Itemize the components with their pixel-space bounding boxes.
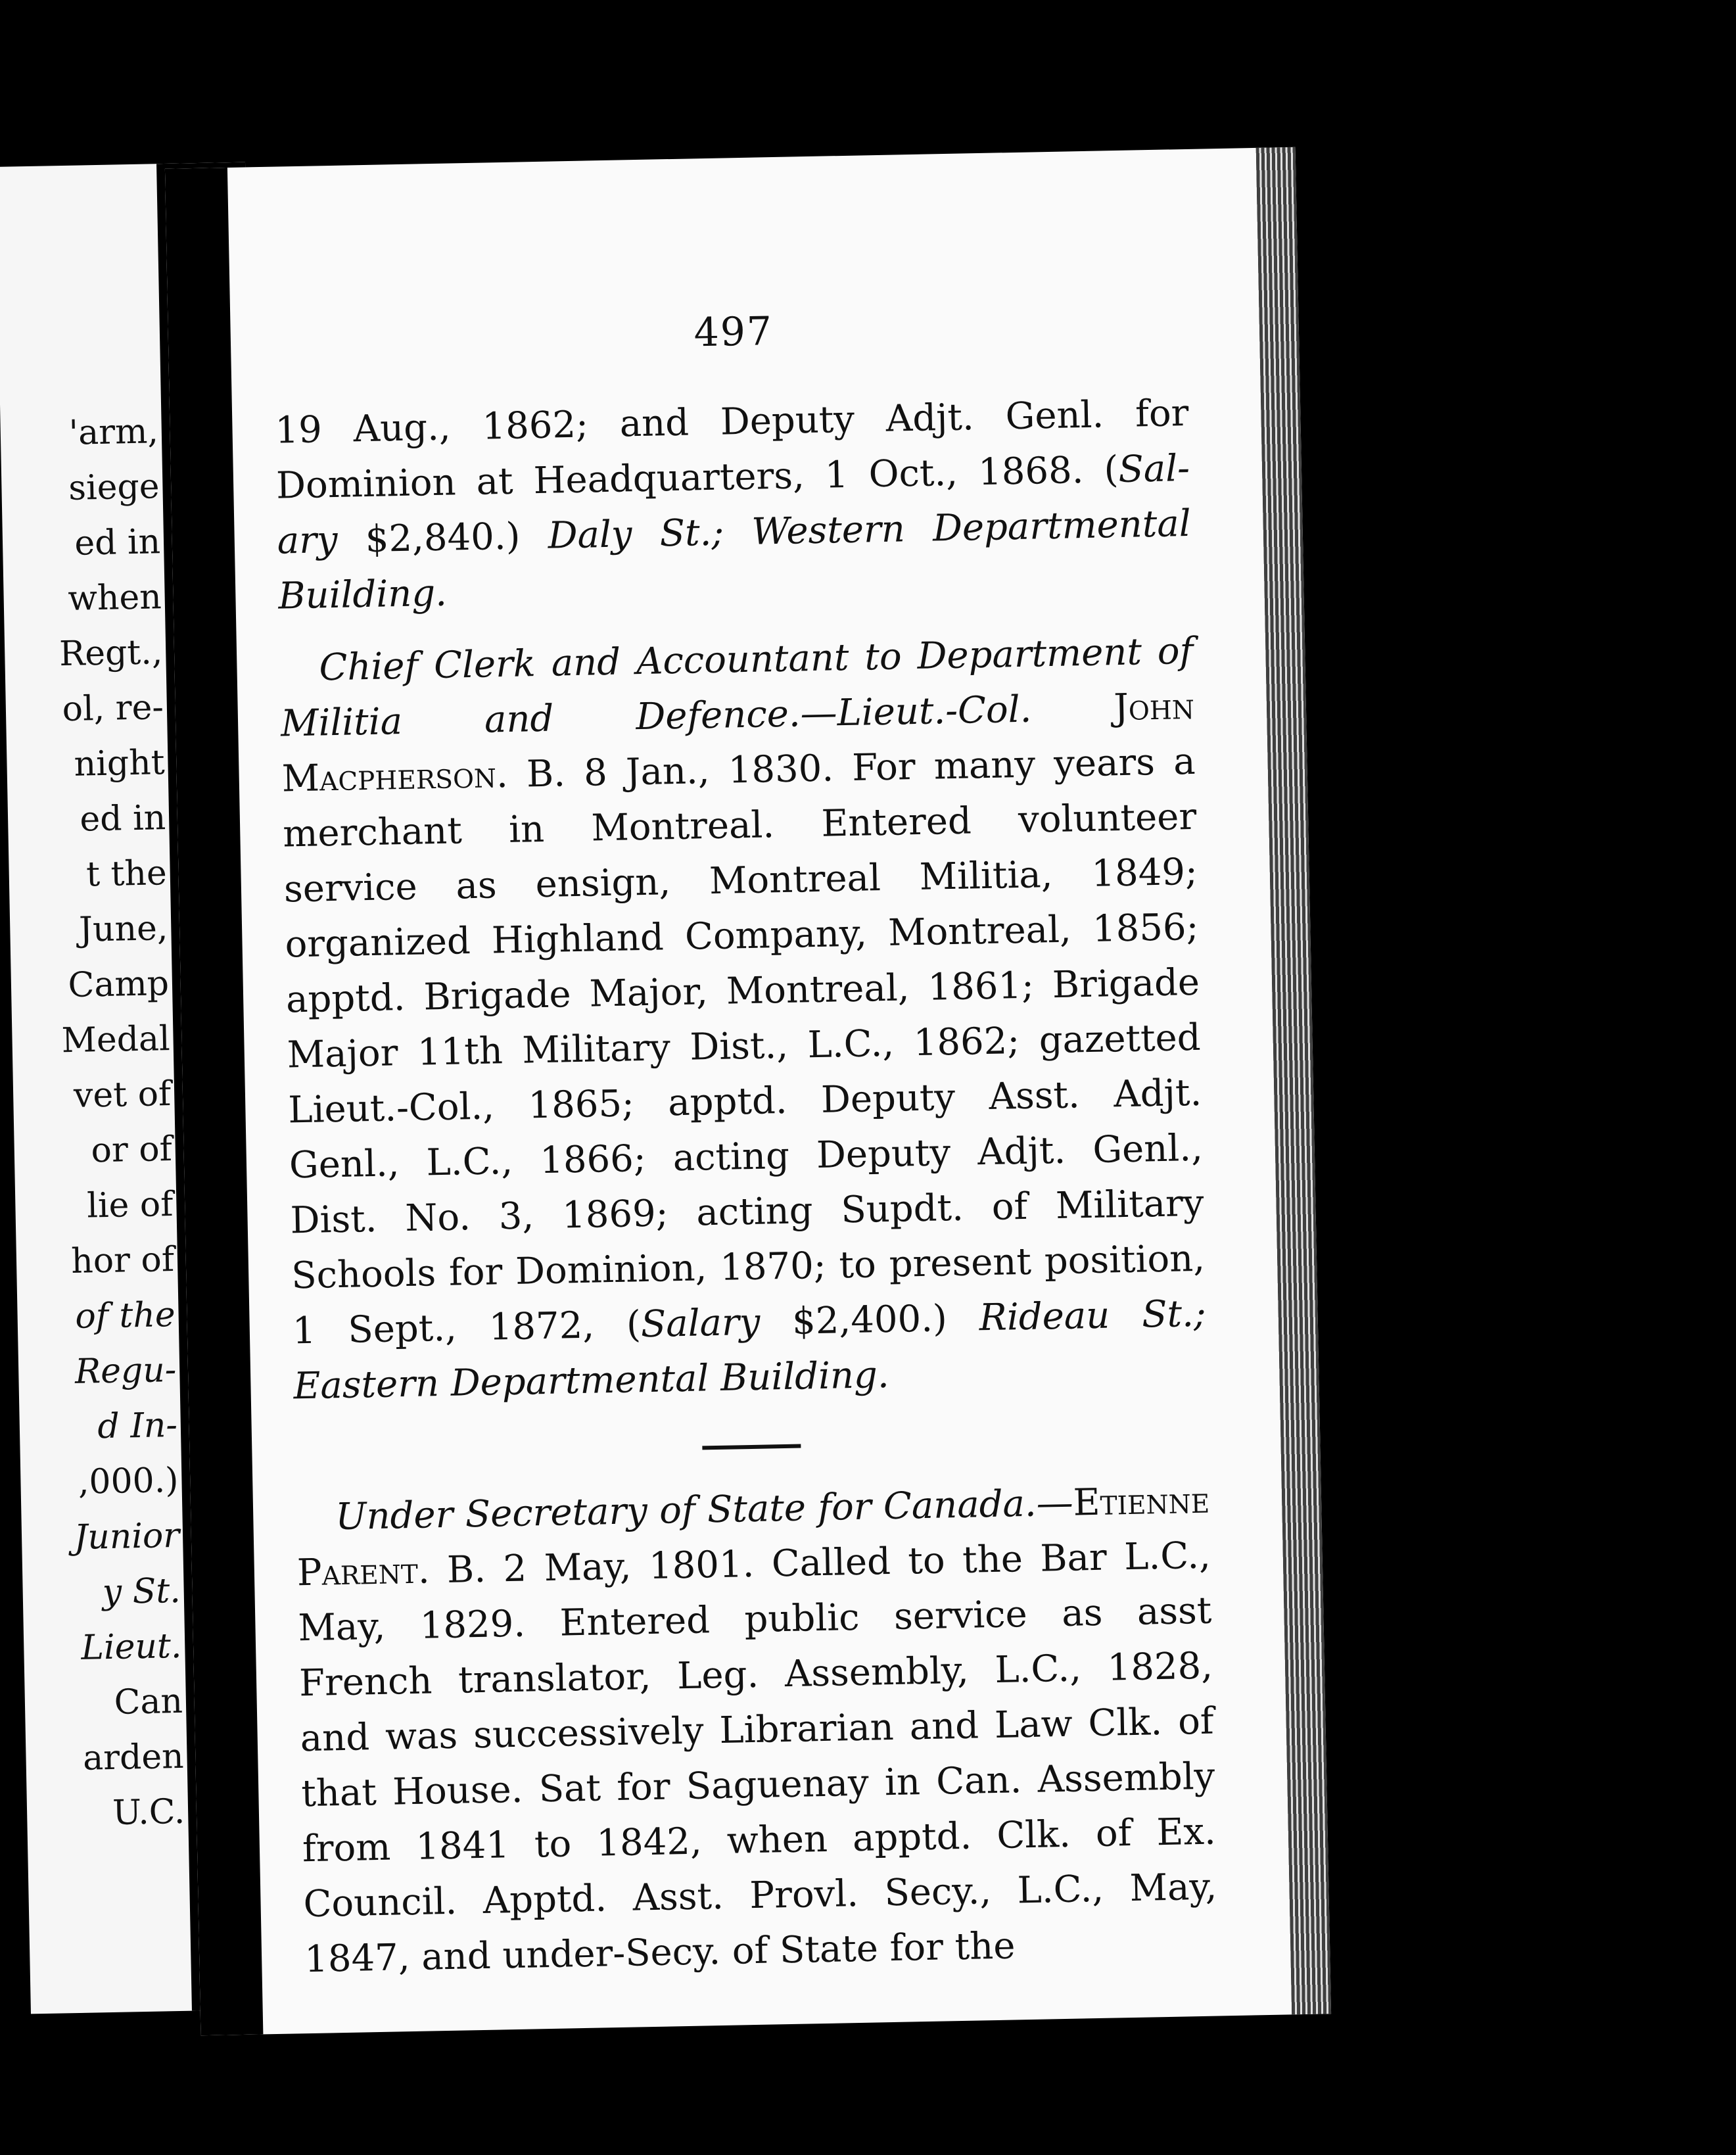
parent-body: B. 2 May, 1801. Called to the Bar L.C., May, 1829. Entered public service as asst French translator, Leg. Assembly, L.C., 1828, and was successively Librarian and Law Clk. of that House. Sat for Saguenay in Can. Assembly from 1841 to 1842, when apptd. Clk. of Ex. Council. Apptd. Asst. Provl. Secy., L.C., May, 1847, and under-Secy. of State for the	[297, 1534, 1217, 1981]
left-fragment-line: t the	[85, 853, 168, 895]
left-fragment-line: ed in	[74, 522, 161, 563]
left-fragment-line: Medal	[61, 1019, 171, 1061]
left-fragment-line: or of	[90, 1129, 173, 1171]
para1-salary-value: $2,840.)	[337, 514, 549, 561]
left-fragment-line: when	[67, 577, 162, 619]
macpherson-address: Rideau St.; Eastern Departmental Building.	[293, 1292, 1207, 1408]
left-fragment-line: vet of	[73, 1074, 172, 1116]
left-fragment-line: June,	[78, 909, 168, 950]
macpherson-body: B. 8 Jan., 1830. For many years a merchant in Montreal. Entered volunteer service as ensign, Montreal Militia, 1849; organized Highland Company, Montreal, 1856; apptd. Brigade Major, Montreal, 1861; Brigade Major 11th Military Dist., L.C., 1862; gazetted Lieut.-Col., 1865; apptd. Deputy Asst. Adjt. Genl., L.C., 1866; acting Deputy Adjt. Genl., Dist. No. 3, 1869; acting Supdt. of Military Schools for Dominion, 1870; to present position, 1 Sept., 1872, (	[282, 740, 1206, 1353]
left-fragment-line: night	[74, 743, 166, 784]
entry-macpherson	[279, 624, 1208, 1414]
paragraph-continued	[275, 386, 1192, 625]
left-fragment-line: siege	[68, 467, 160, 508]
macpherson-salary-value: $2,400.)	[759, 1296, 980, 1344]
macpherson-salary-label: Salary	[640, 1300, 761, 1346]
left-page-fragments	[0, 404, 185, 1842]
left-fragment-line: of the	[74, 1294, 176, 1337]
macpherson-title: Chief Clerk and Accountant to Department of Militia and Defence.—Lieut.-Col.	[280, 629, 1194, 746]
macpherson-name: John Macpherson.	[281, 684, 1195, 801]
left-fragment-line: ,000.)	[78, 1460, 179, 1502]
page-body	[275, 386, 1219, 1987]
left-fragment-line: Lieut.	[80, 1626, 182, 1668]
left-fragment-line: y St.	[102, 1571, 181, 1613]
para1-salary-label-a: Sal-	[1117, 446, 1190, 492]
left-fragment-line: Can	[114, 1681, 183, 1722]
left-fragment-line: 'arm,	[68, 412, 159, 453]
page-number: 497	[693, 308, 774, 356]
entry-parent	[296, 1473, 1219, 1988]
left-fragment-line: Regt.,	[59, 632, 163, 675]
left-fragment-line: arden	[82, 1736, 185, 1778]
para1-line2: Dominion at Headquarters, 1 Oct., 1868. (	[275, 448, 1119, 508]
para1-address: Daly St.; Western Departmental Building.	[277, 502, 1192, 618]
left-fragment-line: ol, re-	[62, 688, 164, 730]
left-fragment-line: ed in	[79, 798, 166, 840]
left-fragment-line: Camp	[68, 964, 170, 1006]
section-divider	[702, 1444, 801, 1450]
left-fragment-line: hor of	[70, 1239, 175, 1281]
left-fragment-line: U.C.	[112, 1791, 185, 1833]
left-fragment-line: Junior	[73, 1515, 180, 1557]
left-fragment-line: lie of	[86, 1185, 174, 1226]
book-page	[165, 147, 1331, 2035]
left-fragment-line: Regu-	[74, 1350, 177, 1392]
parent-title: Under Secretary of State for Canada.—	[335, 1481, 1074, 1539]
page-stack-edges	[1256, 147, 1332, 2015]
para1-salary-label-b: ary	[277, 518, 339, 563]
parent-name: Etienne Parent.	[296, 1479, 1210, 1595]
para1-line1: 19 Aug., 1862; and Deputy Adjt. Genl. for	[274, 391, 1189, 452]
left-fragment-line: d In-	[97, 1405, 178, 1447]
